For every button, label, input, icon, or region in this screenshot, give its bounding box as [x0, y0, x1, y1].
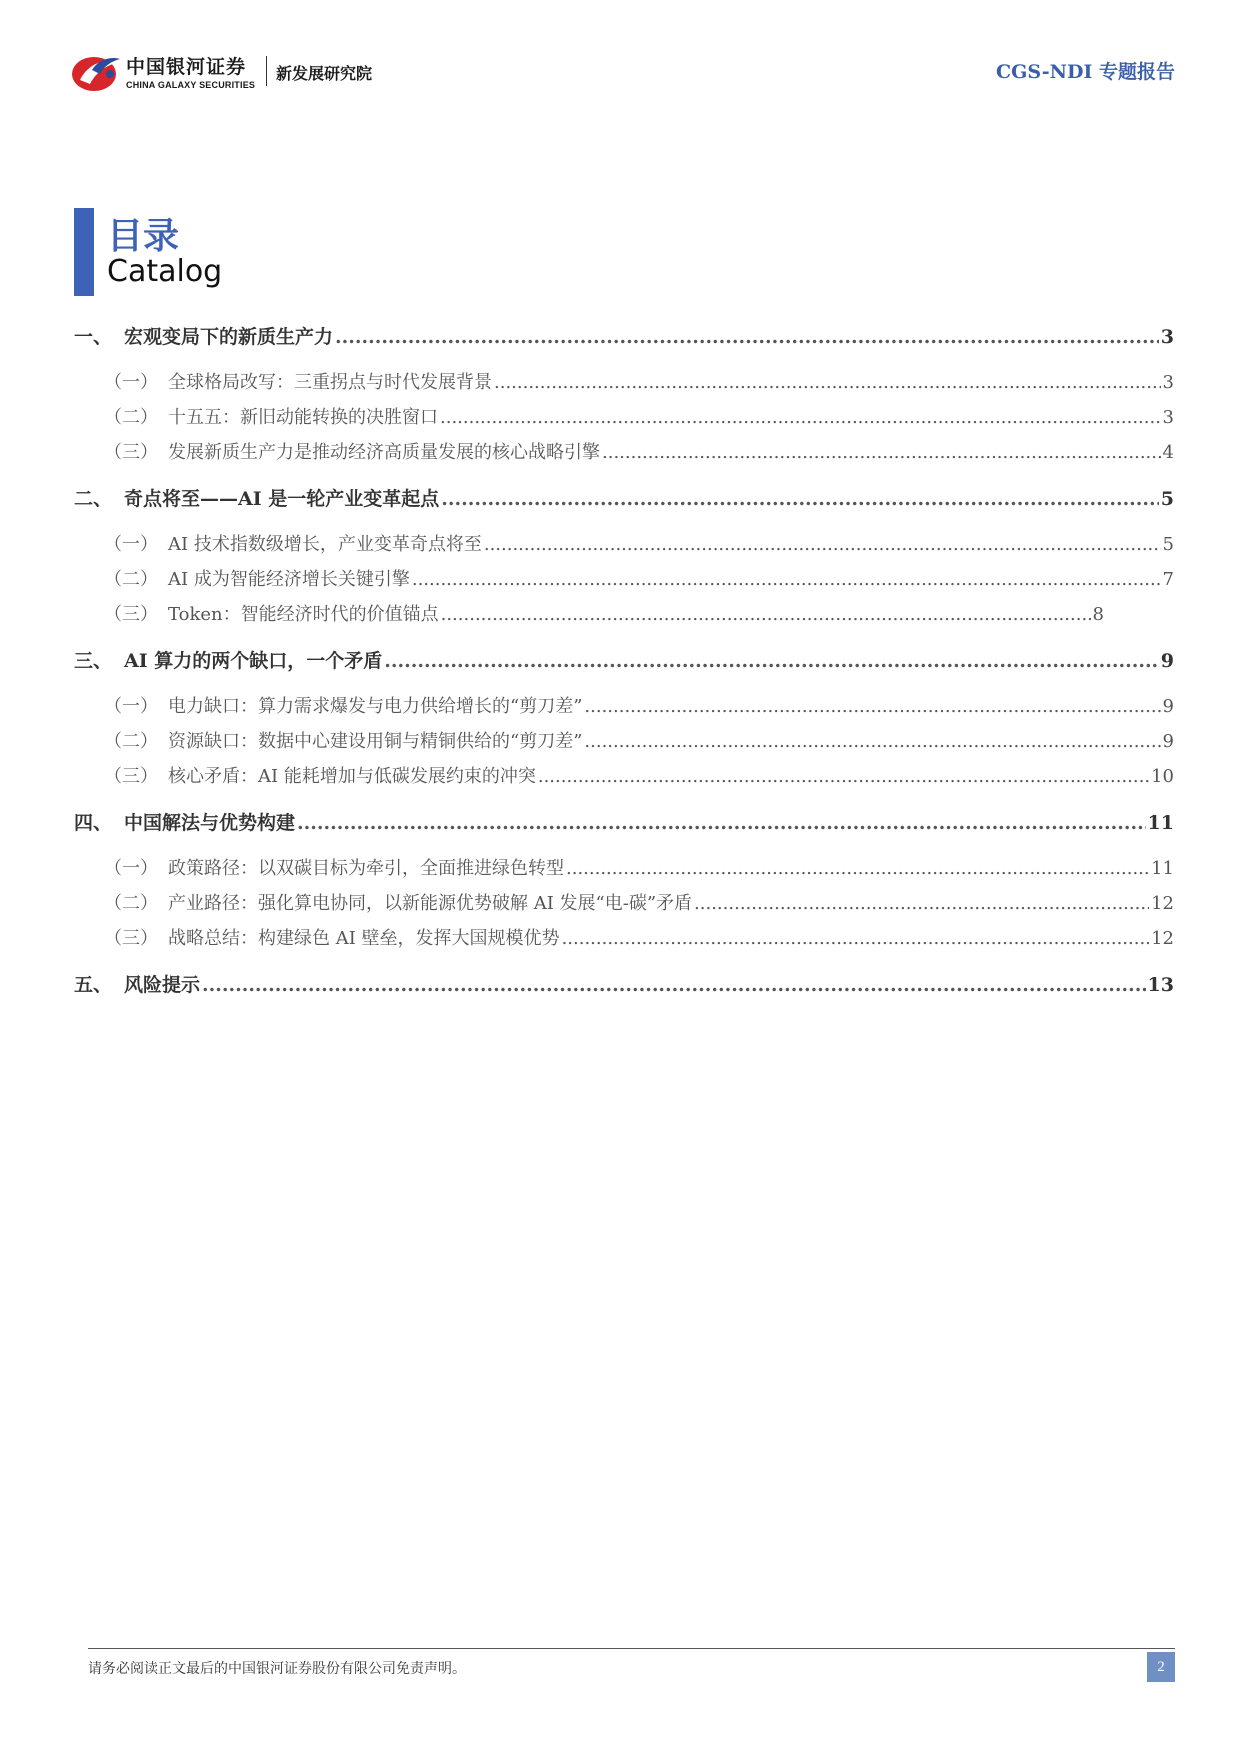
toc-title: 全球格局改写：三重拐点与时代发展背景: [168, 372, 492, 393]
footer-disclaimer: 请务必阅读正文最后的中国银河证券股份有限公司免责声明。: [88, 1661, 466, 1677]
toc-number: （二）: [104, 569, 158, 590]
toc-number: 四、: [74, 812, 113, 834]
company-logo-icon: [70, 50, 122, 94]
report-type: CGS-NDI 专题报告: [996, 61, 1175, 83]
toc-leader: [538, 766, 1149, 787]
toc-page: 4: [1162, 442, 1174, 463]
toc-page: 3: [1160, 326, 1174, 348]
brand-name-cn: 中国银河证券: [126, 56, 247, 78]
toc-page: 9: [1162, 731, 1174, 752]
toc-page: 7: [1162, 569, 1174, 590]
toc-title: 发展新质生产力是推动经济高质量发展的核心战略引擎: [168, 442, 600, 463]
toc-section-3-2[interactable]: [74, 727, 1174, 755]
toc-leader: [440, 407, 1161, 428]
toc-page: 9: [1162, 696, 1174, 717]
toc-title: 产业路径：强化算电协同，以新能源优势破解 AI 发展“电-碳”矛盾: [168, 893, 693, 914]
toc-title: AI 成为智能经济增长关键引擎: [168, 569, 410, 590]
toc-number: （一）: [104, 372, 158, 393]
toc-number: （三）: [104, 766, 158, 787]
toc-leader: [562, 928, 1150, 949]
toc-title: AI 算力的两个缺口，一个矛盾: [124, 650, 383, 672]
toc-chapter-5[interactable]: [74, 970, 1174, 998]
toc-leader: [602, 442, 1161, 463]
toc-section-4-1[interactable]: [74, 854, 1174, 882]
toc-number: （三）: [104, 442, 158, 463]
toc-chapter-4[interactable]: [74, 808, 1174, 836]
toc-leader: [566, 858, 1149, 879]
toc-page: 3: [1162, 372, 1174, 393]
toc-chapter-1[interactable]: [74, 322, 1174, 350]
toc-title: 电力缺口：算力需求爆发与电力供给增长的“剪刀差”: [168, 696, 583, 717]
toc-page: 13: [1147, 974, 1174, 996]
toc-number: （三）: [104, 928, 158, 949]
toc-leader: [484, 534, 1161, 555]
brand-name-en: CHINA GALAXY SECURITIES: [126, 80, 256, 90]
toc-title: 战略总结：构建绿色 AI 壁垒，发挥大国规模优势: [168, 928, 560, 949]
toc-leader: [441, 604, 1091, 625]
institute-name: 新发展研究院: [276, 64, 373, 83]
toc-page: 8: [1092, 604, 1104, 625]
toc-number: （二）: [104, 893, 158, 914]
toc-section-4-3[interactable]: [74, 924, 1174, 952]
toc-title: 十五五：新旧动能转换的决胜窗口: [168, 407, 438, 428]
toc-page: 12: [1151, 893, 1174, 914]
toc-title: 资源缺口：数据中心建设用铜与精铜供给的“剪刀差”: [168, 731, 583, 752]
toc-leader: [384, 650, 1159, 672]
toc-title: 政策路径：以双碳目标为牵引，全面推进绿色转型: [168, 858, 564, 879]
toc-page: 5: [1162, 534, 1174, 555]
brand-divider: [266, 56, 267, 86]
page-number: 2: [1147, 1652, 1175, 1682]
toc-section-4-2[interactable]: [74, 889, 1174, 917]
toc-chapter-2[interactable]: [74, 484, 1174, 512]
toc-number: （一）: [104, 534, 158, 555]
toc-leader: [584, 696, 1160, 717]
toc-number: （三）: [104, 604, 158, 625]
toc-leader: [412, 569, 1161, 590]
toc-page: 3: [1162, 407, 1174, 428]
toc-page: 5: [1160, 488, 1174, 510]
toc-section-1-3[interactable]: [74, 438, 1174, 466]
toc-leader: [335, 326, 1159, 348]
toc-section-2-1[interactable]: [74, 530, 1174, 558]
toc-page: 11: [1147, 812, 1174, 834]
toc-leader: [297, 812, 1146, 834]
toc-title: 宏观变局下的新质生产力: [124, 326, 334, 348]
toc-number: 二、: [74, 488, 113, 510]
toc-section-3-1[interactable]: [74, 692, 1174, 720]
toc-title: 奇点将至——AI 是一轮产业变革起点: [124, 488, 440, 510]
toc-section-1-1[interactable]: [74, 368, 1174, 396]
toc-leader: [441, 488, 1159, 510]
toc-title: AI 技术指数级增长，产业变革奇点将至: [168, 534, 482, 555]
toc-number: 五、: [74, 974, 113, 996]
toc-number: （一）: [104, 858, 158, 879]
footer-divider: [88, 1648, 1175, 1649]
catalog-title-cn: 目录: [107, 215, 180, 257]
toc-title: 核心矛盾：AI 能耗增加与低碳发展约束的冲突: [168, 766, 536, 787]
toc-title: 中国解法与优势构建: [124, 812, 296, 834]
toc-section-2-3[interactable]: [74, 600, 1104, 628]
toc-section-1-2[interactable]: [74, 403, 1174, 431]
toc-page: 9: [1160, 650, 1174, 672]
toc-number: 三、: [74, 650, 113, 672]
toc-number: （二）: [104, 407, 158, 428]
toc-leader: [494, 372, 1161, 393]
toc-page: 11: [1151, 858, 1174, 879]
toc-number: （二）: [104, 731, 158, 752]
toc-section-2-2[interactable]: [74, 565, 1174, 593]
toc-leader: [202, 974, 1146, 996]
toc-number: 一、: [74, 326, 113, 348]
toc-leader: [584, 731, 1160, 752]
toc-title: 风险提示: [124, 974, 201, 996]
toc-number: （一）: [104, 696, 158, 717]
catalog-accent-bar: [74, 208, 94, 296]
toc-page: 12: [1151, 928, 1174, 949]
toc-page: 10: [1151, 766, 1174, 787]
catalog-title-en: Catalog: [107, 254, 223, 289]
toc-chapter-3[interactable]: [74, 646, 1174, 674]
toc-title: Token：智能经济时代的价值锚点: [168, 604, 439, 625]
toc-leader: [694, 893, 1149, 914]
toc-section-3-3[interactable]: [74, 762, 1174, 790]
page-header: [70, 44, 1175, 94]
brand-block: [126, 52, 255, 90]
